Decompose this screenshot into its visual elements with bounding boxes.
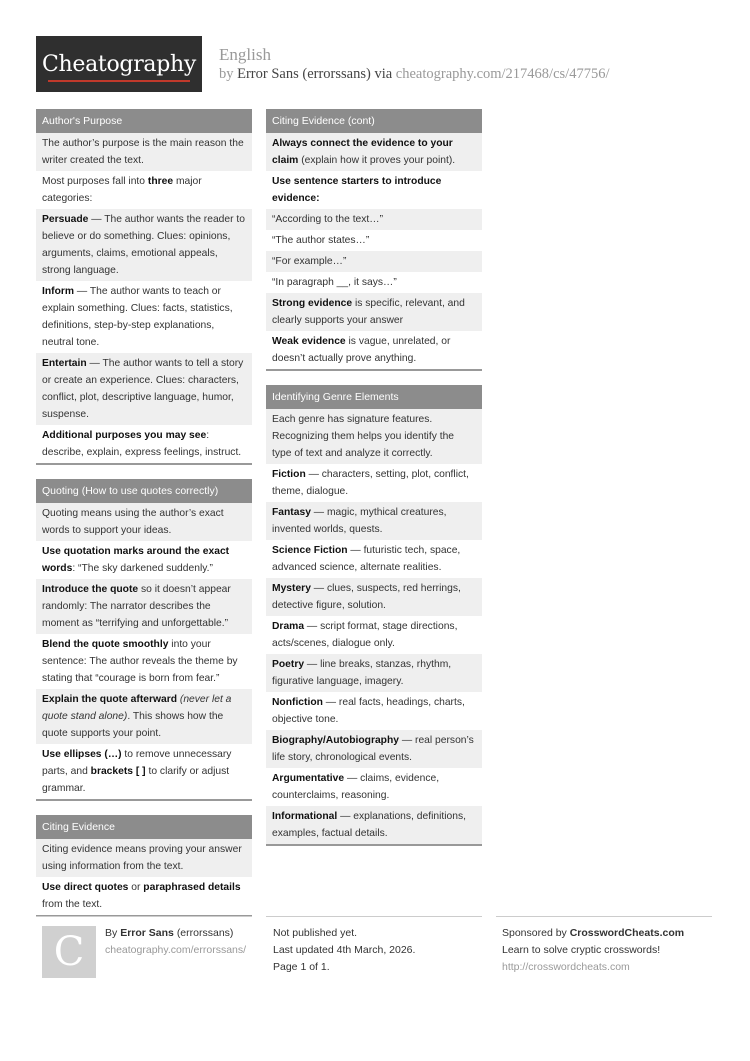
footer-author <box>105 925 246 959</box>
section-row <box>36 133 252 171</box>
row-term: Persuade <box>42 214 89 225</box>
byline-via: via <box>374 66 393 82</box>
section-row <box>266 171 482 209</box>
section-row <box>36 503 252 541</box>
row-note: (never let a quote stand alone) <box>42 694 232 722</box>
row-term: paraphrased details <box>143 882 241 893</box>
column-middle <box>266 109 482 860</box>
section-row <box>36 634 252 689</box>
row-term: Drama <box>272 621 305 632</box>
section-row <box>266 272 482 293</box>
avatar-letter: C <box>53 929 85 975</box>
row-text: is vague, unrelated, or doesn’t actually prove anything. <box>272 336 451 364</box>
row-text: The author’s purpose is the main reason the writer created the text. <box>42 138 244 166</box>
section-row <box>36 579 252 634</box>
row-text: — The author wants to teach or explain something. Clues: facts, statistics, definitions, step-by-step explanations, neutral tone. <box>42 286 233 348</box>
author-link[interactable]: Error Sans (errorssans) <box>237 66 371 82</box>
section-row <box>36 541 252 579</box>
section-row <box>266 331 482 369</box>
section-row <box>266 209 482 230</box>
row-term: Biography/Autobiography <box>272 735 399 746</box>
row-text: Each genre has signature features. Recognizing them helps you identify the type of text and analyze it correctly. <box>272 414 455 459</box>
row-term: Informational <box>272 811 338 822</box>
row-text: from the text. <box>42 899 103 910</box>
row-term: Use ellipses (…) <box>42 749 122 760</box>
row-term: Science Fiction <box>272 545 348 556</box>
column-left <box>36 109 252 931</box>
section-row <box>266 230 482 251</box>
section-heading: Citing Evidence (cont) <box>266 109 482 133</box>
row-text: : describe, explain, express feelings, instruct. <box>42 430 242 458</box>
row-term: Use sentence starters to introduce evidence: <box>272 176 442 204</box>
row-term: Mystery <box>272 583 311 594</box>
section-row <box>266 578 482 616</box>
row-term: Explain the quote afterward <box>42 694 178 705</box>
section-row <box>266 730 482 768</box>
row-text: — futuristic tech, space, advanced science, alternate realities. <box>272 545 461 573</box>
row-text: — real person’s life story, chronological events. <box>272 735 474 763</box>
row-text: — explanations, definitions, examples, factual details. <box>272 811 467 839</box>
row-text: — line breaks, stanzas, rhythm, figurative language, imagery. <box>272 659 452 687</box>
row-text: into your sentence: The author reveals the theme by stating that “courage is born from fear.” <box>42 639 238 684</box>
section-row <box>266 133 482 171</box>
section-row <box>266 502 482 540</box>
row-term: Fantasy <box>272 507 311 518</box>
row-term: Use direct quotes <box>42 882 129 893</box>
section-row <box>36 281 252 353</box>
author-avatar[interactable] <box>42 926 96 978</box>
row-text: — The author wants to tell a story or create an experience. Clues: characters, conflict, plot, descriptive language, humor, suspense. <box>42 358 244 420</box>
section-row <box>36 353 252 425</box>
section-heading: Quoting (How to use quotes correctly) <box>36 479 252 503</box>
row-term: Always connect the evidence to your claim <box>272 138 453 166</box>
footer-updated: Last updated 4th March, 2026. <box>273 944 416 956</box>
row-text: Quoting means using the author’s exact words to support your ideas. <box>42 508 224 536</box>
section-row <box>36 877 252 915</box>
row-term: three <box>147 176 174 187</box>
section-identifying-genre <box>266 385 482 846</box>
row-term: Strong evidence <box>272 298 353 309</box>
section-row <box>266 768 482 806</box>
row-text: or <box>128 882 144 893</box>
section-row <box>266 616 482 654</box>
row-text: (explain how it proves your point). <box>298 155 456 166</box>
row-text: “In paragraph __, it says…” <box>272 277 397 288</box>
section-row <box>266 540 482 578</box>
footer-author-name[interactable]: Error Sans <box>120 927 174 939</box>
row-text: Most purposes fall into <box>42 176 148 187</box>
footer-sponsor-url[interactable]: http://crosswordcheats.com <box>502 961 630 973</box>
sheet-url-link[interactable]: cheatography.com/217468/cs/47756/ <box>395 66 610 82</box>
row-text: “According to the text…” <box>272 214 384 225</box>
row-text: — script format, stage directions, acts/scenes, dialogue only. <box>272 621 458 649</box>
logo-text: Cheatography <box>41 51 197 77</box>
section-authors-purpose <box>36 109 252 465</box>
section-row <box>266 464 482 502</box>
section-row <box>266 806 482 844</box>
row-term: Weak evidence <box>272 336 346 347</box>
section-row <box>266 692 482 730</box>
page-title: English <box>219 45 271 64</box>
row-text: Citing evidence means proving your answer using information from the text. <box>42 844 242 872</box>
footer-by: By <box>105 927 118 939</box>
row-term: Introduce the quote <box>42 584 139 595</box>
section-row <box>36 689 252 744</box>
row-text: “The author states…” <box>272 235 370 246</box>
footer-author-url[interactable]: cheatography.com/errorssans/ <box>105 944 247 956</box>
row-text: to clarify or adjust grammar. <box>42 766 230 794</box>
section-heading: Identifying Genre Elements <box>266 385 482 409</box>
footer-publish-info <box>273 925 415 976</box>
row-term: Additional purposes you may see <box>42 430 207 441</box>
row-text: — claims, evidence, counterclaims, reasoning. <box>272 773 440 801</box>
footer-sponsor-name[interactable]: CrosswordCheats.com <box>569 927 685 939</box>
section-row <box>36 744 252 799</box>
section-row <box>36 839 252 877</box>
row-text: — characters, setting, plot, conflict, theme, dialogue. <box>272 469 469 497</box>
row-text: — magic, mythical creatures, invented worlds, quests. <box>272 507 447 535</box>
row-text: — real facts, headings, charts, objective tone. <box>272 697 465 725</box>
row-term: Entertain <box>42 358 87 369</box>
section-citing-evidence <box>36 815 252 917</box>
section-row <box>36 171 252 209</box>
footer-sponsor-tagline: Learn to solve cryptic crosswords! <box>502 944 661 956</box>
byline-by: by <box>219 66 234 82</box>
row-term: Poetry <box>272 659 305 670</box>
row-text: “For example…” <box>272 256 347 267</box>
section-row <box>266 293 482 331</box>
footer-sponsored-by: Sponsored by <box>502 927 567 939</box>
row-term: Fiction <box>272 469 306 480</box>
row-text: to remove unnecessary parts, and <box>42 749 232 777</box>
row-text: . This shows how the quote supports your point. <box>42 711 224 739</box>
row-term: Blend the quote smoothly <box>42 639 169 650</box>
section-heading: Citing Evidence <box>36 815 252 839</box>
row-text: : “The sky darkened suddenly.” <box>72 563 213 574</box>
row-term: Use quotation marks around the exact words <box>42 546 230 574</box>
row-term: Argumentative <box>272 773 345 784</box>
footer-author-handle: (errorssans) <box>176 927 234 939</box>
section-row <box>266 654 482 692</box>
footer-divider-middle <box>266 916 482 917</box>
row-term: brackets [ ] <box>90 766 146 777</box>
row-text: major categories: <box>42 176 202 204</box>
row-term: Nonfiction <box>272 697 323 708</box>
section-heading: Author's Purpose <box>36 109 252 133</box>
row-text: — The author wants the reader to believe or do something. Clues: opinions, arguments, claims, emotional appeals, strong language. <box>42 214 246 276</box>
section-quoting <box>36 479 252 801</box>
section-citing-evidence-cont <box>266 109 482 371</box>
footer-divider-right <box>496 916 712 917</box>
section-row <box>36 425 252 463</box>
footer-divider-left <box>36 916 252 917</box>
cheatography-logo[interactable] <box>36 36 202 92</box>
footer-page: Page 1 of 1. <box>273 961 330 973</box>
section-row <box>36 209 252 281</box>
section-row <box>266 251 482 272</box>
section-row <box>266 409 482 464</box>
row-text: so it doesn’t appear randomly: The narrator describes the moment as “terrifying and unforgettable.” <box>42 584 231 629</box>
header-byline <box>219 66 609 83</box>
row-term: Inform <box>42 286 75 297</box>
row-text: is specific, relevant, and clearly supports your answer <box>272 298 465 326</box>
footer-sponsor <box>502 925 684 976</box>
row-text: — clues, suspects, red herrings, detective figure, solution. <box>272 583 461 611</box>
footer-published: Not published yet. <box>273 927 358 939</box>
